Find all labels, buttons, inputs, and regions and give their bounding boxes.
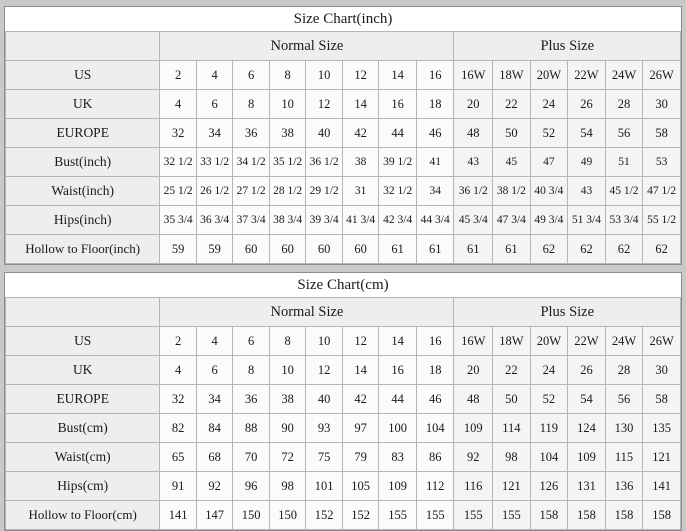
cell: 48	[454, 119, 493, 148]
cell: 136	[605, 472, 643, 501]
cell: 20W	[530, 327, 568, 356]
cell: 8	[269, 61, 306, 90]
row-label: Hollow to Floor(cm)	[6, 501, 160, 530]
row-label: US	[6, 327, 160, 356]
cell: 24W	[605, 61, 643, 90]
cell: 126	[530, 472, 568, 501]
cell: 10	[269, 90, 306, 119]
cell: 45 1/2	[605, 177, 643, 206]
cell: 60	[342, 235, 379, 264]
cell: 101	[306, 472, 343, 501]
cell: 100	[379, 414, 417, 443]
table-row	[6, 414, 681, 443]
cell: 61	[454, 235, 493, 264]
cell: 28	[605, 90, 643, 119]
cell: 55 1/2	[643, 206, 681, 235]
cell: 34	[416, 177, 454, 206]
row-label: EUROPE	[6, 119, 160, 148]
cell: 35 3/4	[160, 206, 197, 235]
cell: 47	[530, 148, 568, 177]
cell: 61	[416, 235, 454, 264]
cell: 14	[342, 356, 379, 385]
cell: 16W	[454, 327, 493, 356]
cell: 70	[233, 443, 270, 472]
chart-title-row	[6, 273, 681, 298]
cell: 24	[530, 90, 568, 119]
cell: 4	[196, 327, 233, 356]
cell: 12	[306, 90, 343, 119]
cell: 45 3/4	[454, 206, 493, 235]
cell: 24W	[605, 327, 643, 356]
chart-title-row	[6, 7, 681, 32]
group-header-blank	[6, 32, 160, 61]
cell: 45	[493, 148, 531, 177]
cell: 47 3/4	[493, 206, 531, 235]
cell: 44	[379, 385, 417, 414]
cell: 18	[416, 356, 454, 385]
cell: 51	[605, 148, 643, 177]
cell: 104	[416, 414, 454, 443]
table-row	[6, 356, 681, 385]
cell: 16	[416, 61, 454, 90]
cell: 60	[306, 235, 343, 264]
cell: 36 1/2	[306, 148, 343, 177]
cell: 155	[379, 501, 417, 530]
cell: 38 1/2	[493, 177, 531, 206]
cell: 10	[269, 356, 306, 385]
cell: 28	[605, 356, 643, 385]
cell: 52	[530, 385, 568, 414]
cell: 46	[416, 119, 454, 148]
cell: 155	[416, 501, 454, 530]
cell: 32 1/2	[160, 148, 197, 177]
cell: 12	[342, 61, 379, 90]
group-header-plus: Plus Size	[454, 298, 681, 327]
cell: 32	[160, 119, 197, 148]
cell: 8	[233, 356, 270, 385]
cell: 60	[233, 235, 270, 264]
cell: 16W	[454, 61, 493, 90]
size-chart-cm-table	[5, 273, 681, 530]
row-label: Waist(cm)	[6, 443, 160, 472]
cell: 2	[160, 327, 197, 356]
cell: 34 1/2	[233, 148, 270, 177]
cell: 158	[568, 501, 606, 530]
cell: 43	[568, 177, 606, 206]
cell: 40 3/4	[530, 177, 568, 206]
cell: 20	[454, 90, 493, 119]
cell: 26W	[643, 327, 681, 356]
cell: 119	[530, 414, 568, 443]
cell: 62	[643, 235, 681, 264]
cell: 58	[643, 119, 681, 148]
cell: 36 3/4	[196, 206, 233, 235]
table-row	[6, 443, 681, 472]
cell: 51 3/4	[568, 206, 606, 235]
cell: 38	[269, 385, 306, 414]
cell: 58	[643, 385, 681, 414]
cell: 109	[568, 443, 606, 472]
cell: 22W	[568, 327, 606, 356]
row-label: UK	[6, 90, 160, 119]
cell: 36 1/2	[454, 177, 493, 206]
cell: 92	[454, 443, 493, 472]
group-header-blank	[6, 298, 160, 327]
cell: 34	[196, 385, 233, 414]
cell: 152	[342, 501, 379, 530]
cell: 34	[196, 119, 233, 148]
cell: 150	[233, 501, 270, 530]
cell: 49	[568, 148, 606, 177]
cell: 40	[306, 119, 343, 148]
cell: 38 3/4	[269, 206, 306, 235]
cell: 30	[643, 90, 681, 119]
table-row	[6, 385, 681, 414]
cell: 88	[233, 414, 270, 443]
cell: 92	[196, 472, 233, 501]
cell: 16	[416, 327, 454, 356]
cell: 147	[196, 501, 233, 530]
cell: 6	[233, 327, 270, 356]
cell: 4	[160, 356, 197, 385]
cell: 90	[269, 414, 306, 443]
cell: 8	[233, 90, 270, 119]
cell: 2	[160, 61, 197, 90]
cell: 109	[379, 472, 417, 501]
cell: 12	[306, 356, 343, 385]
chart-title: Size Chart(cm)	[6, 273, 681, 298]
table-row	[6, 235, 681, 264]
cell: 115	[605, 443, 643, 472]
cell: 18	[416, 90, 454, 119]
cell: 59	[160, 235, 197, 264]
cell: 91	[160, 472, 197, 501]
cell: 40	[306, 385, 343, 414]
cell: 68	[196, 443, 233, 472]
cell: 41	[416, 148, 454, 177]
table-row	[6, 61, 681, 90]
cell: 31	[342, 177, 379, 206]
row-label: Hips(cm)	[6, 472, 160, 501]
row-label: Bust(cm)	[6, 414, 160, 443]
cell: 16	[379, 356, 417, 385]
cell: 61	[379, 235, 417, 264]
cell: 141	[643, 472, 681, 501]
cell: 79	[342, 443, 379, 472]
cell: 14	[342, 90, 379, 119]
cell: 39 1/2	[379, 148, 417, 177]
cell: 20W	[530, 61, 568, 90]
cell: 43	[454, 148, 493, 177]
cell: 96	[233, 472, 270, 501]
cell: 97	[342, 414, 379, 443]
cell: 54	[568, 385, 606, 414]
cell: 22	[493, 356, 531, 385]
cell: 114	[493, 414, 531, 443]
cell: 38	[342, 148, 379, 177]
cell: 112	[416, 472, 454, 501]
cell: 59	[196, 235, 233, 264]
cell: 150	[269, 501, 306, 530]
group-header-row	[6, 32, 681, 61]
cell: 10	[306, 61, 343, 90]
chart-title: Size Chart(inch)	[6, 7, 681, 32]
cell: 83	[379, 443, 417, 472]
cell: 105	[342, 472, 379, 501]
cell: 6	[233, 61, 270, 90]
row-label: US	[6, 61, 160, 90]
cell: 53	[643, 148, 681, 177]
cell: 44 3/4	[416, 206, 454, 235]
cell: 42 3/4	[379, 206, 417, 235]
size-chart-cm	[4, 272, 682, 531]
cell: 4	[160, 90, 197, 119]
cell: 4	[196, 61, 233, 90]
cell: 46	[416, 385, 454, 414]
cell: 121	[643, 443, 681, 472]
cell: 65	[160, 443, 197, 472]
cell: 109	[454, 414, 493, 443]
cell: 54	[568, 119, 606, 148]
cell: 124	[568, 414, 606, 443]
cell: 27 1/2	[233, 177, 270, 206]
cell: 26W	[643, 61, 681, 90]
cell: 39 3/4	[306, 206, 343, 235]
group-header-plus: Plus Size	[454, 32, 681, 61]
cell: 41 3/4	[342, 206, 379, 235]
cell: 61	[493, 235, 531, 264]
cell: 62	[605, 235, 643, 264]
cell: 62	[568, 235, 606, 264]
cell: 56	[605, 119, 643, 148]
cell: 158	[643, 501, 681, 530]
cell: 32	[160, 385, 197, 414]
cell: 155	[493, 501, 531, 530]
table-row	[6, 119, 681, 148]
cell: 82	[160, 414, 197, 443]
cell: 158	[530, 501, 568, 530]
cell: 56	[605, 385, 643, 414]
cell: 14	[379, 327, 417, 356]
cell: 22	[493, 90, 531, 119]
table-row	[6, 90, 681, 119]
table-row	[6, 501, 681, 530]
cell: 155	[454, 501, 493, 530]
row-label: UK	[6, 356, 160, 385]
cell: 44	[379, 119, 417, 148]
cell: 10	[306, 327, 343, 356]
table-row	[6, 206, 681, 235]
cell: 49 3/4	[530, 206, 568, 235]
group-header-normal: Normal Size	[160, 298, 454, 327]
cell: 152	[306, 501, 343, 530]
group-header-normal: Normal Size	[160, 32, 454, 61]
cell: 141	[160, 501, 197, 530]
table-row	[6, 148, 681, 177]
cell: 86	[416, 443, 454, 472]
cell: 121	[493, 472, 531, 501]
cell: 42	[342, 119, 379, 148]
cell: 72	[269, 443, 306, 472]
cell: 30	[643, 356, 681, 385]
cell: 158	[605, 501, 643, 530]
cell: 32 1/2	[379, 177, 417, 206]
row-label: Hips(inch)	[6, 206, 160, 235]
cell: 84	[196, 414, 233, 443]
cell: 26	[568, 90, 606, 119]
cell: 135	[643, 414, 681, 443]
cell: 131	[568, 472, 606, 501]
cell: 29 1/2	[306, 177, 343, 206]
cell: 48	[454, 385, 493, 414]
cell: 98	[493, 443, 531, 472]
cell: 60	[269, 235, 306, 264]
table-row	[6, 177, 681, 206]
cell: 18W	[493, 327, 531, 356]
cell: 28 1/2	[269, 177, 306, 206]
cell: 6	[196, 90, 233, 119]
cell: 98	[269, 472, 306, 501]
cell: 33 1/2	[196, 148, 233, 177]
size-chart-inch-table	[5, 7, 681, 264]
row-label: Bust(inch)	[6, 148, 160, 177]
row-label: Waist(inch)	[6, 177, 160, 206]
cell: 8	[269, 327, 306, 356]
cell: 18W	[493, 61, 531, 90]
cell: 36	[233, 385, 270, 414]
cell: 42	[342, 385, 379, 414]
cell: 62	[530, 235, 568, 264]
cell: 116	[454, 472, 493, 501]
cell: 20	[454, 356, 493, 385]
cell: 24	[530, 356, 568, 385]
cell: 47 1/2	[643, 177, 681, 206]
cell: 12	[342, 327, 379, 356]
row-label: EUROPE	[6, 385, 160, 414]
cell: 53 3/4	[605, 206, 643, 235]
cell: 52	[530, 119, 568, 148]
cell: 36	[233, 119, 270, 148]
cell: 38	[269, 119, 306, 148]
cell: 37 3/4	[233, 206, 270, 235]
size-chart-inch	[4, 6, 682, 265]
cell: 6	[196, 356, 233, 385]
cell: 130	[605, 414, 643, 443]
cell: 35 1/2	[269, 148, 306, 177]
cell: 26	[568, 356, 606, 385]
cell: 26 1/2	[196, 177, 233, 206]
cell: 22W	[568, 61, 606, 90]
cell: 104	[530, 443, 568, 472]
cell: 75	[306, 443, 343, 472]
cell: 50	[493, 119, 531, 148]
row-label: Hollow to Floor(inch)	[6, 235, 160, 264]
cell: 93	[306, 414, 343, 443]
table-row	[6, 327, 681, 356]
cell: 25 1/2	[160, 177, 197, 206]
cell: 14	[379, 61, 417, 90]
table-row	[6, 472, 681, 501]
cell: 16	[379, 90, 417, 119]
cell: 50	[493, 385, 531, 414]
group-header-row	[6, 298, 681, 327]
